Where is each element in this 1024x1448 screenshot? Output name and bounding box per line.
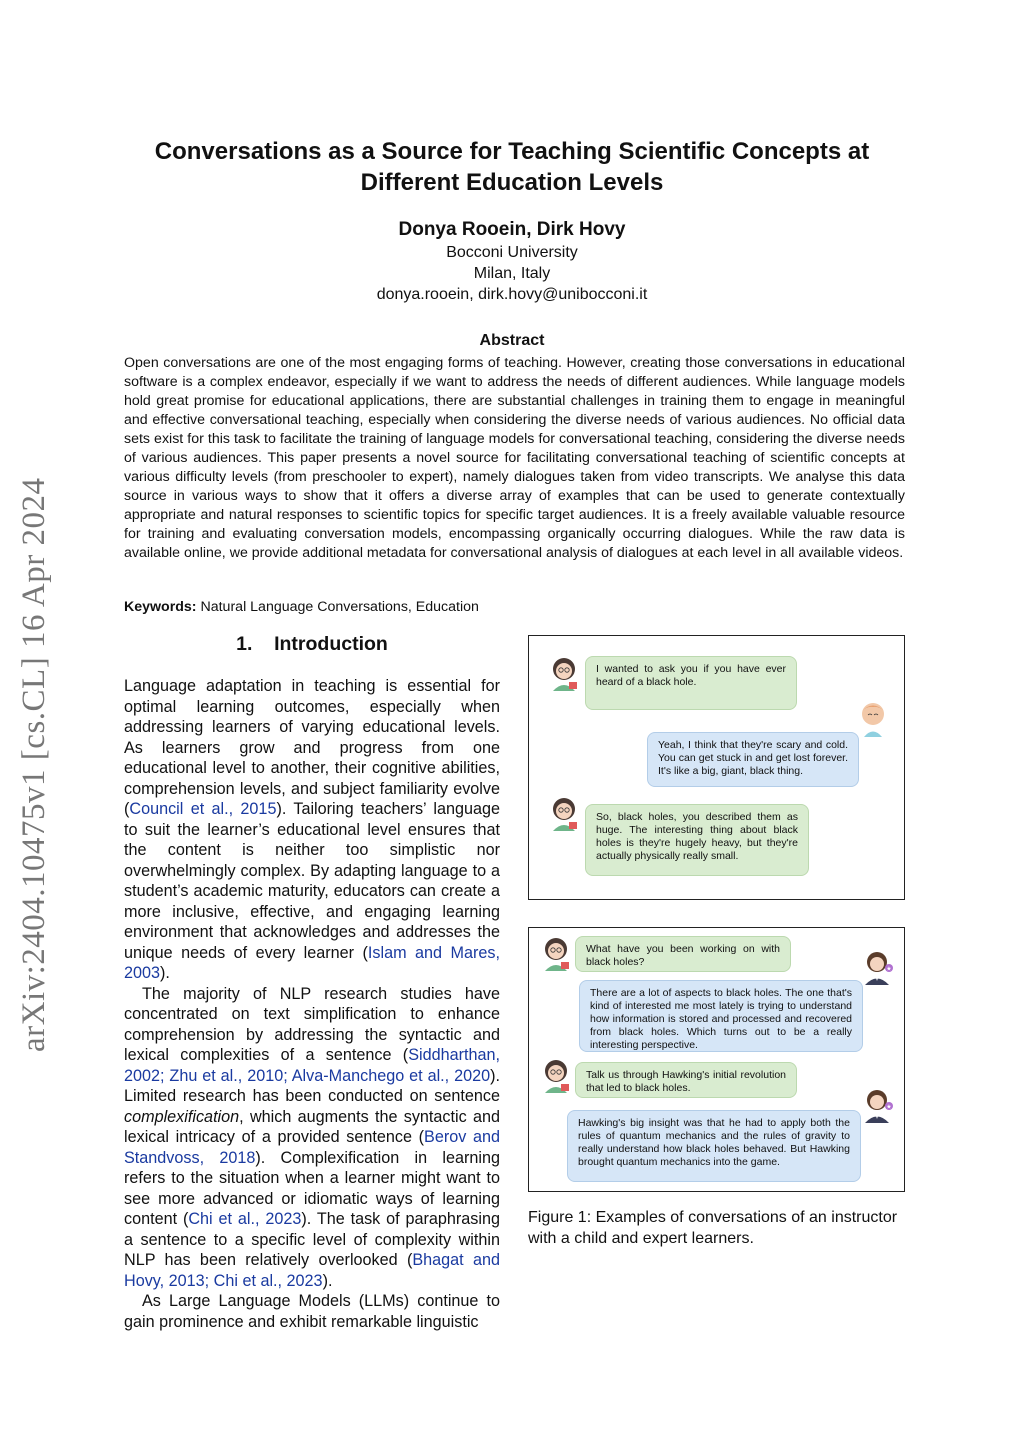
affiliation-location: Milan, Italy xyxy=(473,265,551,282)
chat-bubble: Talk us through Hawking's initial revolution that led to black holes. xyxy=(575,1062,797,1098)
chat-bubble: Hawking's big insight was that he had to apply both the rules of quantum mechanics and the rules of gravity to really understand how black holes behaved. But Hawking brought quantum mechanics into the game. xyxy=(567,1110,861,1182)
instructor-avatar-icon xyxy=(545,794,583,832)
text-run: ). xyxy=(322,1271,333,1290)
figure-panel-expert xyxy=(528,927,905,1192)
author-emails: donya.rooein, dirk.hovy@unibocconi.it xyxy=(376,286,648,303)
citation-link[interactable]: Council et al., 2015 xyxy=(129,800,277,818)
paper-title: Conversations as a Source for Teaching Scientific Concepts at Different Education Levels xyxy=(154,138,870,196)
abstract-heading: Abstract xyxy=(479,332,545,349)
citation-link[interactable]: Siddharthan, 2002; Zhu et al., 2010; Alva-Manchego et al., 2020 xyxy=(124,1046,500,1085)
citation-link[interactable]: Bhagat and Hovy, 2013; Chi et al., 2023 xyxy=(124,1251,501,1290)
citation-link[interactable]: Chi et al., 2023 xyxy=(188,1210,302,1228)
section-heading-introduction: 1. Introduction xyxy=(236,633,388,655)
text-run: Language adaptation in teaching is essential for optimal learning outcomes, especially when addressing learners of varying educational levels. As learners grow and progress from one educational level to another, their cognitive abilities, comprehension levels, and subject familiarity evolve ( xyxy=(124,677,500,818)
keywords xyxy=(124,599,479,615)
intro-paragraph-3: As Large Language Models (LLMs) continue to gain prominence and exhibit remarkable linguistic xyxy=(124,1292,500,1331)
text-run: ). Complexification in learning refers to the situation when a learner might want to see more advanced or idiomatic ways of learning content ( xyxy=(124,1148,500,1228)
instructor-avatar-icon xyxy=(537,934,575,972)
arxiv-identifier: arXiv:2404.10475v1 [cs.CL] 16 Apr 2024 xyxy=(16,477,52,1052)
text-run: ). The task of paraphrasing a sentence to a specific level of complexity within NLP has been relatively overlooked ( xyxy=(124,1210,500,1269)
introduction-body xyxy=(124,676,500,1332)
affiliation-university: Bocconi University xyxy=(446,244,578,261)
expert-avatar-icon xyxy=(861,948,895,986)
child-avatar-icon xyxy=(855,698,891,738)
keywords-value: Natural Language Conversations, Education xyxy=(200,599,479,615)
text-run: The majority of NLP research studies have concentrated on text simplification to enhance comprehension by addressing the syntactic and lexical complexities of a sentence ( xyxy=(124,984,500,1064)
instructor-avatar-icon xyxy=(537,1056,575,1094)
chat-bubble: What have you been working on with black holes? xyxy=(575,936,791,972)
figure-caption: Figure 1: Examples of conversations of an instructor with a child and expert learners. xyxy=(528,1209,898,1247)
text-run: ). Limited research has been conducted on sentence xyxy=(124,1066,500,1105)
intro-paragraph-1 xyxy=(124,676,500,984)
chat-bubble: There are a lot of aspects to black holes. The one that's kind of interested me most lately is trying to understand how information is stored and processed and recovered from black holes. Which turns out to be a really interesting perspective. xyxy=(579,980,863,1052)
expert-avatar-icon xyxy=(861,1086,895,1124)
citation-link[interactable]: Islam and Mares, 2003 xyxy=(124,943,500,982)
chat-bubble: Yeah, I think that they're scary and cold. You can get stuck in and get lost forever. It's like a big, giant, black thing. xyxy=(647,732,859,787)
text-run: ). xyxy=(160,964,170,982)
svg-text:★: ★ xyxy=(886,965,892,973)
text-run: ). Tailoring teachers’ language to suit the learner’s educational level ensures that the content is neither too simplistic nor overwhelmingly complex. By adapting language to a student’s academic maturity, educators can create a more inclusive, effective, and engaging learning environment that acknowledges and addresses the unique needs of every learner ( xyxy=(124,800,500,962)
citation-link[interactable]: Berov and Standvoss, 2018 xyxy=(124,1128,500,1167)
chat-bubble: I wanted to ask you if you have ever heard of a black hole. xyxy=(585,656,797,710)
keywords-label: Keywords: xyxy=(124,599,197,615)
emphasis: complexification xyxy=(124,1107,240,1126)
intro-paragraph-2 xyxy=(124,984,500,1292)
figure-panel-child xyxy=(528,635,905,900)
svg-text:★: ★ xyxy=(886,1103,892,1111)
chat-bubble: So, black holes, you described them as huge. The interesting thing about black holes is they're hugely heavy, but they're actually physically really small. xyxy=(585,804,809,876)
authors: Donya Rooein, Dirk Hovy xyxy=(398,219,626,240)
abstract-text: Open conversations are one of the most engaging forms of teaching. However, creating those conversations in educational software is a complex endeavor, especially if we want to address the needs of different audiences. While language models hold great promise for educational applications, there are substantial challenges in training them to engage in meaningful and effective conversational teaching, especially when considering the diverse needs of various audiences. No official data sets exist for this task to facilitate the training of language models for conversational teaching, considering the diverse needs of various audiences. This paper presents a novel source for facilitating conversational teaching of scientific concepts at various difficulty levels (from preschooler to expert), namely dialogues taken from video transcripts. We analyse this data source in various ways to show that it offers a diverse array of examples that can be used to generate contextually appropriate and natural responses to scientific topics for specific target audiences. It is a freely available valuable resource for training and evaluating conversation models, encompassing organically occurring dialogues. While the raw data is available online, we provide additional metadata for conversational analysis of dialogues at each level in all available videos. xyxy=(124,355,905,561)
text-run: , which augments the syntactic and lexical intricacy of a provided sentence ( xyxy=(124,1107,500,1146)
instructor-avatar-icon xyxy=(545,654,583,692)
